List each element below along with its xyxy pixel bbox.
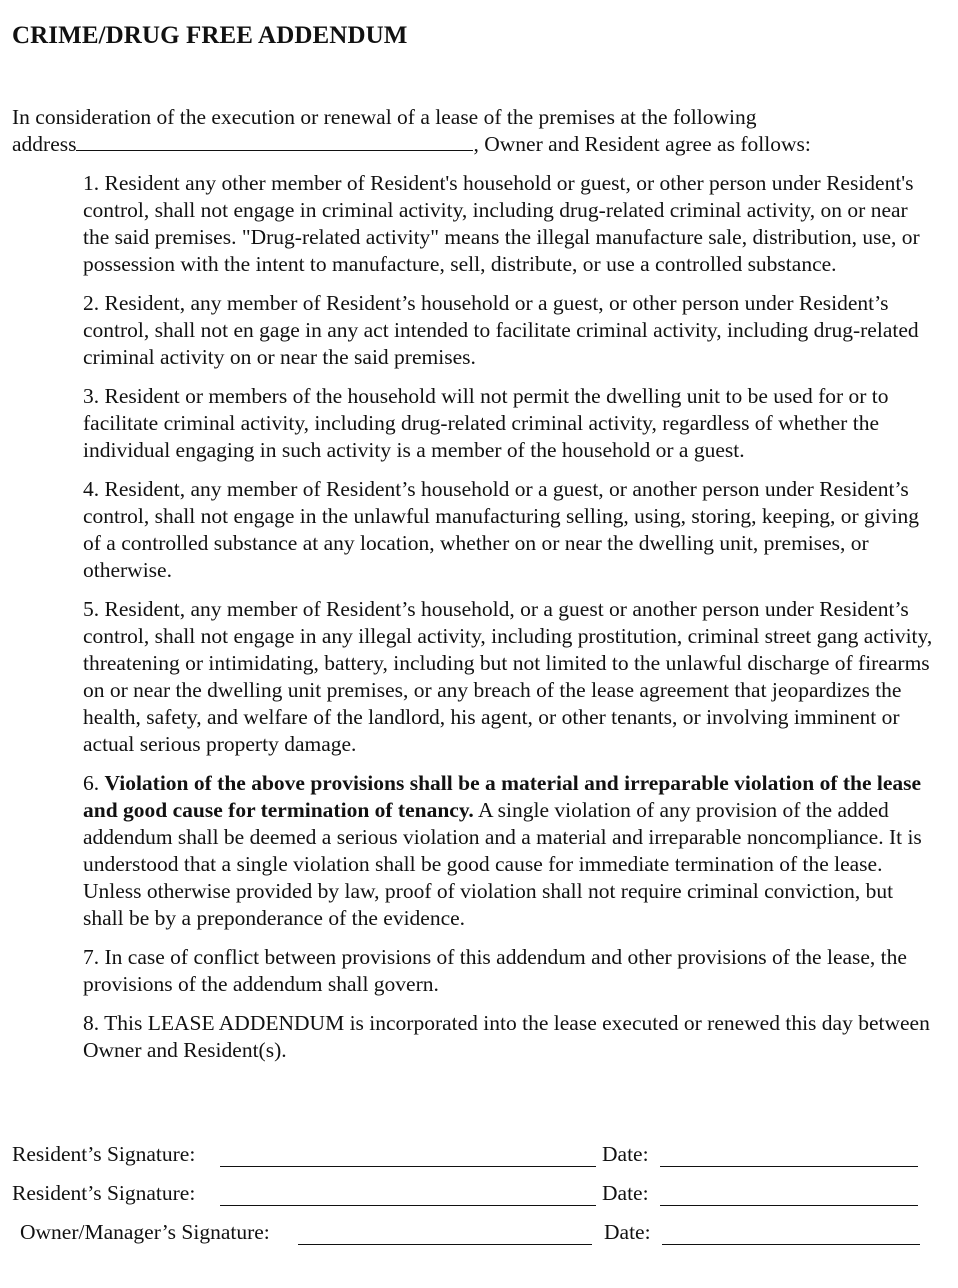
clause-1: 1. Resident any other member of Resident's household or guest, or other person under Resident's control, shall not engage in criminal activity, including drug-related criminal activity, on or near the said premises. "Drug-related activity" means the illegal manufacture sale, distribution, use, or possession with the intent to manufacture, sell, distribute, or use a controlled substance.: [83, 171, 920, 276]
clause-3: 3. Resident or members of the household will not permit the dwelling unit to be used for or to facilitate criminal activity, including drug-related criminal activity, regardless of whether the individual engaging in such activity is a member of the household or a guest.: [83, 384, 889, 462]
date-label: Date:: [602, 1181, 649, 1205]
clause-7: 7. In case of conflict between provisions of this addendum and other provisions of the lease, the provisions of the addendum shall govern.: [83, 945, 907, 996]
signature-row-owner: [0, 1220, 958, 1250]
clause-4: 4. Resident, any member of Resident’s household or a guest, or another person under Resident’s control, shall not engage in the unlawful manufacturing selling, using, storing, keeping, or giving of a controlled substance at any location, whether on or near the dwelling unit, premises, or otherwise.: [83, 477, 919, 582]
owner-signature-line[interactable]: [298, 1244, 592, 1245]
document-title: CRIME/DRUG FREE ADDENDUM: [12, 22, 408, 49]
resident-signature-label: Resident’s Signature:: [12, 1181, 196, 1205]
address-blank[interactable]: [76, 132, 473, 151]
date-line[interactable]: [660, 1166, 918, 1167]
clause-6-rest: A single violation of any provision of the added addendum shall be deemed a serious violation and a material and irreparable noncompliance. It is understood that a single violation shall be good cause for immediate termination of the lease. Unless otherwise provided by law, proof of violation shall not require criminal conviction, but shall be by a preponderance of the evidence.: [83, 798, 922, 930]
signature-row-resident-2: [0, 1181, 958, 1211]
owner-signature-label: Owner/Manager’s Signature:: [20, 1220, 270, 1244]
clause-6-bold: Violation of the above provisions shall be a material and irreparable violation of the lease and good cause for termination of tenancy.: [83, 771, 922, 822]
clauses-list: [83, 170, 933, 1076]
date-label: Date:: [604, 1220, 651, 1244]
intro-line-2-suffix: , Owner and Resident agree as follows:: [473, 132, 811, 156]
signature-row-resident-1: [0, 1142, 958, 1172]
date-label: Date:: [602, 1142, 649, 1166]
intro-line-2: [12, 131, 912, 158]
clause-6-number: 6.: [83, 771, 105, 795]
resident-signature-line[interactable]: [220, 1205, 596, 1206]
clause-6: [83, 770, 933, 932]
date-line[interactable]: [660, 1205, 918, 1206]
resident-signature-label: Resident’s Signature:: [12, 1142, 196, 1166]
address-label: address: [12, 132, 77, 156]
intro-paragraph: [12, 104, 912, 158]
resident-signature-line[interactable]: [220, 1166, 596, 1167]
clause-2: 2. Resident, any member of Resident’s household or a guest, or other person under Resident’s control, shall not en gage in any act intended to facilitate criminal activity, including drug-related criminal activity on or near the said premises.: [83, 291, 919, 369]
date-line[interactable]: [662, 1244, 920, 1245]
intro-line-1: In consideration of the execution or renewal of a lease of the premises at the following: [12, 105, 757, 129]
clause-5: 5. Resident, any member of Resident’s household, or a guest or another person under Resident’s control, shall not engage in any illegal activity, including prostitution, criminal street gang activity, threatening or intimidating, battery, including but not limited to the unlawful discharge of firearms on or near the dwelling unit premises, or any breach of the lease agreement that jeopardizes the health, safety, and welfare of the landlord, his agent, or other tenants, or involving imminent or actual serious property damage.: [83, 597, 933, 756]
clause-8: 8. This LEASE ADDENDUM is incorporated into the lease executed or renewed this day between Owner and Resident(s).: [83, 1011, 930, 1062]
